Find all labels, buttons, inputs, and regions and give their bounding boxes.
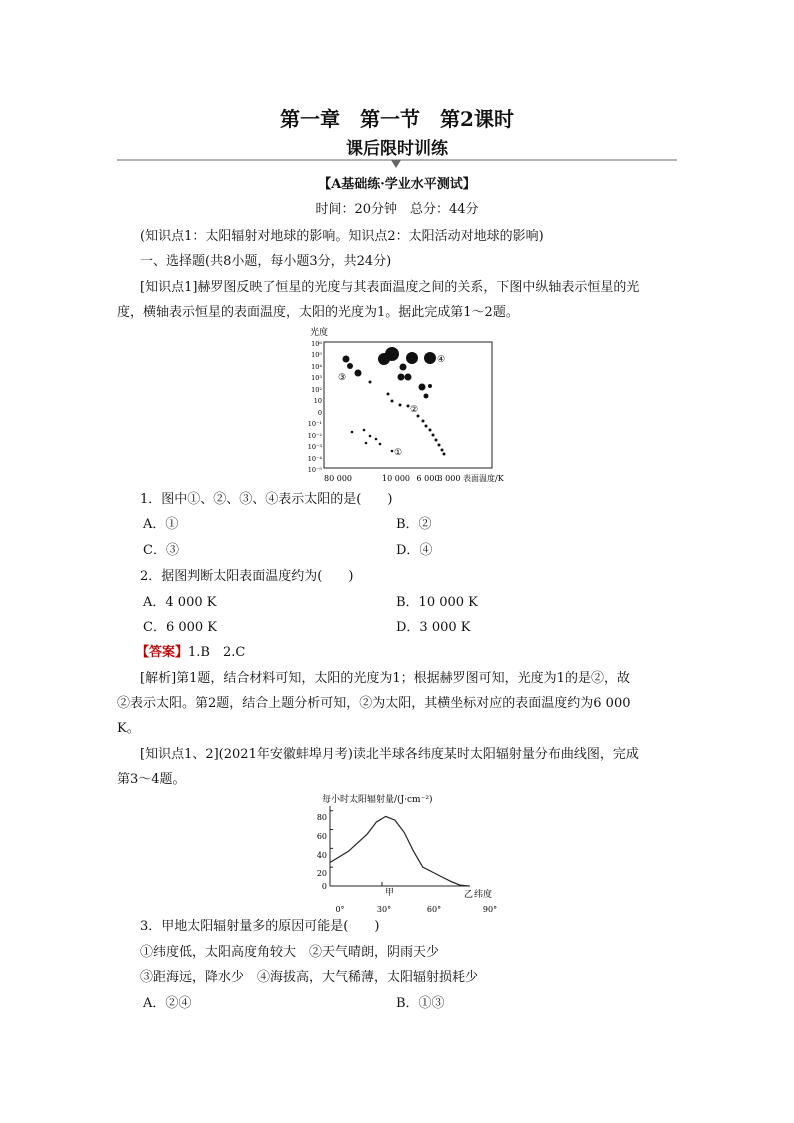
chart-x-tick: 0° — [335, 905, 345, 914]
star-dot — [424, 394, 429, 399]
hr-y-tick: 10 — [313, 397, 322, 405]
page-subtitle: 课后限时训练 — [346, 139, 448, 159]
section-heading: 一、选择题(共8小题，每小题3分，共24分) — [140, 254, 392, 269]
hr-y-tick: 10⁻⁵ — [307, 466, 322, 474]
star-dot — [429, 429, 432, 432]
chart-y-tick: 40 — [316, 851, 327, 860]
star-dot — [400, 364, 407, 371]
star-dot — [369, 381, 372, 384]
hr-marker-4: ④ — [437, 355, 446, 365]
chart-y-tick: 20 — [316, 869, 327, 878]
radiation-chart — [300, 790, 520, 920]
star-dot — [406, 352, 418, 364]
hr-y-tick: 10³ — [311, 374, 322, 382]
chart-x-tick: 60° — [426, 905, 442, 914]
chapter-title: 第一章 第一节 第2课时 — [280, 107, 514, 131]
intro1-line1: [知识点1]赫罗图反映了恒星的光度与其表面温度之间的关系，下图中纵轴表示恒星的光 — [140, 280, 640, 295]
q3-stem: 3．甲地太阳辐射量多的原因可能是( ) — [140, 919, 380, 934]
q2-option-b[interactable]: B．10 000 K — [396, 595, 478, 610]
star-dot — [343, 356, 350, 363]
star-dot — [385, 347, 399, 361]
point-jia: 甲 — [385, 888, 395, 898]
chart-y-tick: 0 — [321, 882, 327, 891]
star-dot — [391, 450, 394, 453]
star-dot — [391, 400, 394, 403]
q1-stem: 1．图中①、②、③、④表示太阳的是( ) — [140, 492, 393, 507]
q3-option-b[interactable]: B．①③ — [396, 996, 445, 1011]
chart-y-tick: 60 — [316, 832, 327, 841]
star-dot — [419, 384, 426, 391]
knowledge-points: (知识点1：太阳辐射对地球的影响。知识点2：太阳活动对地球的影响) — [140, 229, 544, 244]
hr-x-tick: 80 000 — [324, 474, 352, 483]
star-dot — [435, 439, 438, 442]
q1-option-a[interactable]: A．① — [143, 517, 179, 532]
star-dot — [438, 444, 441, 447]
analysis-line3: K。 — [117, 721, 140, 736]
hr-marker-2: ② — [410, 405, 419, 415]
star-dot — [347, 363, 353, 369]
star-dot — [355, 370, 362, 377]
q2-option-d[interactable]: D．3 000 K — [396, 620, 471, 635]
intro1-line2: 度，横轴表示恒星的表面温度，太阳的光度为1。据此完成第1～2题。 — [117, 305, 519, 320]
hr-diagram — [300, 326, 520, 486]
answer-text: 1.B 2.C — [188, 645, 246, 660]
star-dot — [441, 449, 444, 452]
chart-x-tick: 90° — [482, 905, 498, 914]
q2-option-c[interactable]: C．6 000 K — [143, 620, 218, 635]
time-info: 时间：20分钟 总分：44分 — [315, 202, 479, 217]
level-tag: 【A基础练·学业水平测试】 — [318, 177, 476, 192]
analysis-line2: ②表示太阳。第2题，结合上题分析可知，②为太阳，其横坐标对应的表面温度约为6 000 — [117, 696, 631, 711]
hr-y-tick: 10⁶ — [311, 340, 322, 348]
q3-reasons-line1: ①纬度低，太阳高度角较大 ②天气晴朗，阴雨天少 — [140, 945, 440, 960]
star-dot — [375, 438, 378, 441]
point-yi: 乙 — [464, 890, 474, 900]
hr-y-tick: 10⁵ — [311, 351, 322, 359]
radiation-curve — [330, 816, 469, 886]
star-dot — [428, 384, 432, 388]
q2-stem: 2．据图判断太阳表面温度约为( ) — [140, 569, 354, 584]
star-dot — [379, 443, 382, 446]
title-divider — [0, 158, 794, 172]
star-dot — [363, 429, 366, 432]
chart-x-tick: 30° — [376, 905, 392, 914]
hr-x-tick: 3 000 — [437, 474, 461, 483]
hr-y-tick: 10⁻⁴ — [307, 455, 322, 463]
q3-option-a[interactable]: A．②④ — [143, 996, 192, 1011]
q1-option-d[interactable]: D．④ — [396, 543, 433, 558]
q3-reasons-line2: ③距海远，降水少 ④海拔高，大气稀薄，太阳辐射损耗少 — [140, 970, 479, 985]
star-dot — [405, 374, 412, 381]
hr-marker-3: ③ — [338, 373, 347, 383]
star-dot — [422, 420, 425, 423]
hr-x-tick: 6 000 — [416, 474, 440, 483]
hr-y-title: 光度 — [310, 328, 329, 338]
chart-title: 每小时太阳辐射量/(J·cm⁻²) — [322, 795, 433, 805]
hr-y-tick: 10⁻³ — [307, 443, 322, 451]
answer-label: 【答案】 — [136, 645, 189, 660]
hr-y-tick: 10⁴ — [311, 363, 322, 371]
hr-y-tick: 10⁻² — [307, 432, 322, 440]
analysis-line1: [解析]第1题，结合材料可知，太阳的光度为1；根据赫罗图可知，光度为1的是②，故 — [140, 671, 630, 686]
intro2-line2: 第3～4题。 — [117, 772, 186, 787]
star-dot — [351, 431, 354, 434]
intro2-line1: [知识点1、2](2021年安徽蚌埠月考)读北半球各纬度某时太阳辐射量分布曲线图，完成 — [140, 747, 639, 762]
answer-line — [136, 644, 245, 662]
hr-y-tick: 10⁻¹ — [307, 420, 322, 428]
hr-marker-1: ① — [394, 448, 403, 458]
star-dot — [365, 442, 368, 445]
star-dot — [369, 435, 372, 438]
hr-x-title: 表面温度/K — [463, 474, 504, 483]
chart-x-title: 纬度 — [474, 890, 493, 900]
hr-y-tick: 0 — [317, 409, 322, 417]
q1-option-c[interactable]: C．③ — [143, 543, 179, 558]
star-dot — [424, 352, 436, 364]
q2-option-a[interactable]: A．4 000 K — [143, 595, 217, 610]
star-dot — [432, 434, 435, 437]
star-dot — [399, 404, 402, 407]
star-dot — [387, 393, 390, 396]
hr-y-tick: 10² — [311, 386, 322, 394]
hr-x-tick: 10 000 — [382, 474, 410, 483]
chart-y-tick: 80 — [316, 813, 327, 822]
star-dot — [425, 425, 428, 428]
star-dot — [443, 453, 446, 456]
star-dot — [398, 374, 405, 381]
q1-option-b[interactable]: B．② — [396, 517, 432, 532]
